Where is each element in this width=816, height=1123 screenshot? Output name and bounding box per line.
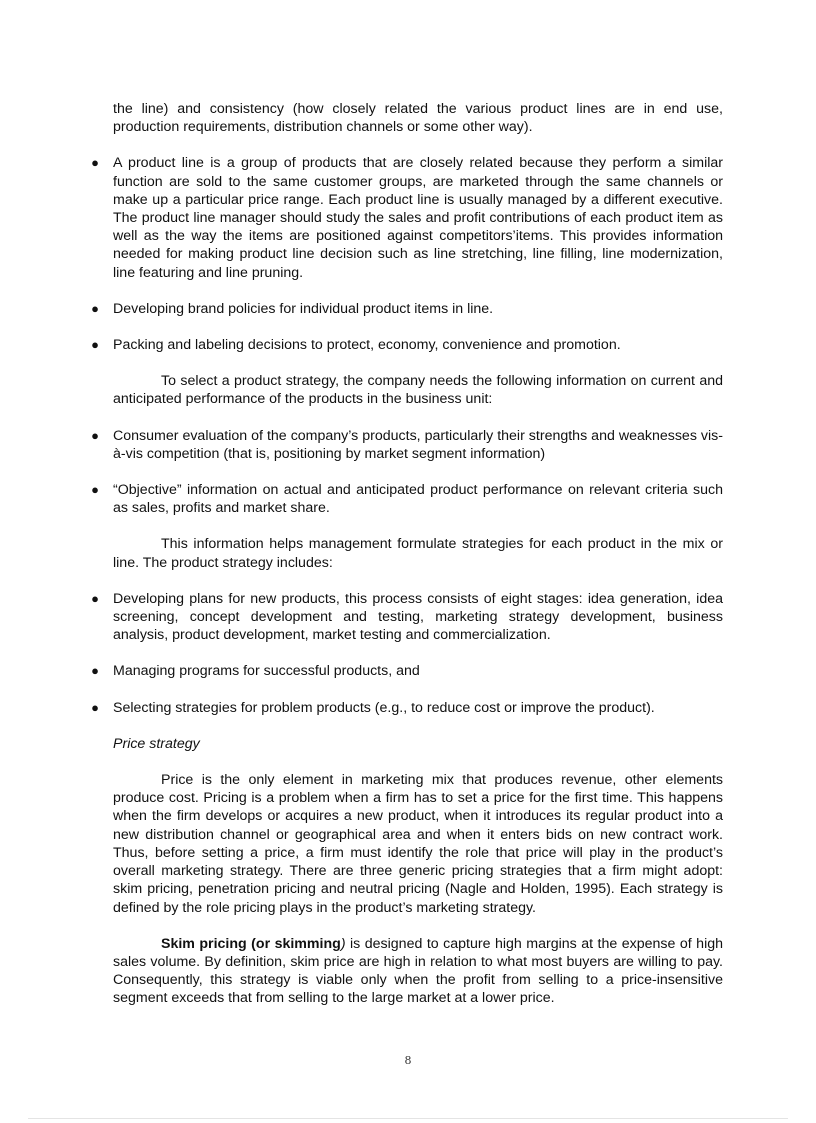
bullet-text: “Objective” information on actual and anticipated product performance on relevant criteria such as sales, profits and market share.	[113, 482, 723, 517]
skim-pricing-paren: )	[340, 935, 346, 952]
product-strategy-paragraph: This information helps management formulate strategies for each product in the mix or line. The product strategy includes:	[113, 536, 723, 571]
bullet-text: Managing programs for successful products, and	[113, 663, 420, 680]
section-heading-price-strategy: Price strategy	[113, 735, 200, 752]
skim-pricing-term: Skim pricing (or skimming	[161, 935, 341, 952]
price-paragraph: Price is the only element in marketing mix that produces revenue, other elements produce cost. Pricing is a problem when a firm has to set a price for the first time. This happens when the firm develops or acquires a new product, when it introduces its regular product into a new distribution channel or geographical area and when it enters bids on new contract work. Thus, before setting a price, a firm must identify the role that price will play in the product’s overall marketing strategy. There are three generic pricing strategies that a firm might adopt: skim pricing, penetration pricing and neutral pricing (Nagle and Holden, 1995). Each strategy is defined by the role pricing plays in the product’s marketing strategy.	[113, 772, 723, 916]
bullet-text: Developing plans for new products, this process consists of eight stages: idea generation, idea screening, concept development and testing, marketing strategy development, business analysis, product development, market testing and commercialization.	[113, 590, 723, 644]
bullet-icon: ●	[91, 482, 99, 498]
bullet-icon: ●	[91, 155, 99, 171]
bullet-text: Selecting strategies for problem products (e.g., to reduce cost or improve the product).	[113, 699, 655, 716]
bullet-item	[91, 427, 723, 463]
bullet-text: Developing brand policies for individual product items in line.	[113, 300, 494, 317]
bullet-icon: ●	[91, 699, 99, 715]
bullet-item	[91, 590, 723, 645]
bullet-icon: ●	[91, 337, 99, 353]
page-bottom-divider	[28, 1118, 788, 1119]
bullet-item	[91, 336, 723, 354]
bullet-text: Consumer evaluation of the company’s products, particularly their strengths and weaknesses vis-à-vis competition (that is, positioning by market segment information)	[113, 427, 723, 462]
bullet-icon: ●	[91, 663, 99, 679]
bullet-text: Packing and labeling decisions to protect, economy, convenience and promotion.	[113, 337, 621, 354]
page-body	[91, 100, 724, 1026]
bullet-text: A product line is a group of products that are closely related because they perform a similar function are sold to the same customer groups, are marketed through the same channels or make up a particular price range. Each product line is usually managed by a different executive. The product line manager should study the sales and profit contributions of each product item as well as the way the items are positioned against competitors’items. This provides information needed for making product line decision such as line stretching, line filling, line modernization, line featuring and line pruning.	[113, 155, 723, 281]
bullet-item	[91, 481, 723, 517]
bullet-item	[91, 662, 723, 680]
continued-paragraph: the line) and consistency (how closely related the various product lines are in end use, production requirements, distribution channels or some other way).	[113, 101, 723, 136]
bullet-item	[91, 154, 723, 281]
bullet-list-strategy	[91, 590, 723, 717]
page-number: 8	[404, 1054, 412, 1067]
select-strategy-paragraph: To select a product strategy, the company needs the following information on current and anticipated performance of the products in the business unit:	[113, 373, 723, 408]
bullet-icon: ●	[91, 590, 99, 606]
skim-pricing-text: is designed to capture high margins at the expense of high sales volume. By definition, skim price are high in relation to what most buyers are willing to pay. Consequently, this strategy is viable only when the profit from selling to a price-insensitive segment exceeds that from selling to the large market at a lower price.	[113, 935, 724, 1007]
bullet-item	[91, 300, 723, 318]
bullet-icon: ●	[91, 300, 99, 316]
bullet-list-product-line	[91, 154, 723, 354]
skim-pricing-paragraph	[113, 935, 723, 1008]
bullet-icon: ●	[91, 427, 99, 443]
bullet-item	[91, 699, 723, 717]
bullet-list-information	[91, 427, 723, 518]
